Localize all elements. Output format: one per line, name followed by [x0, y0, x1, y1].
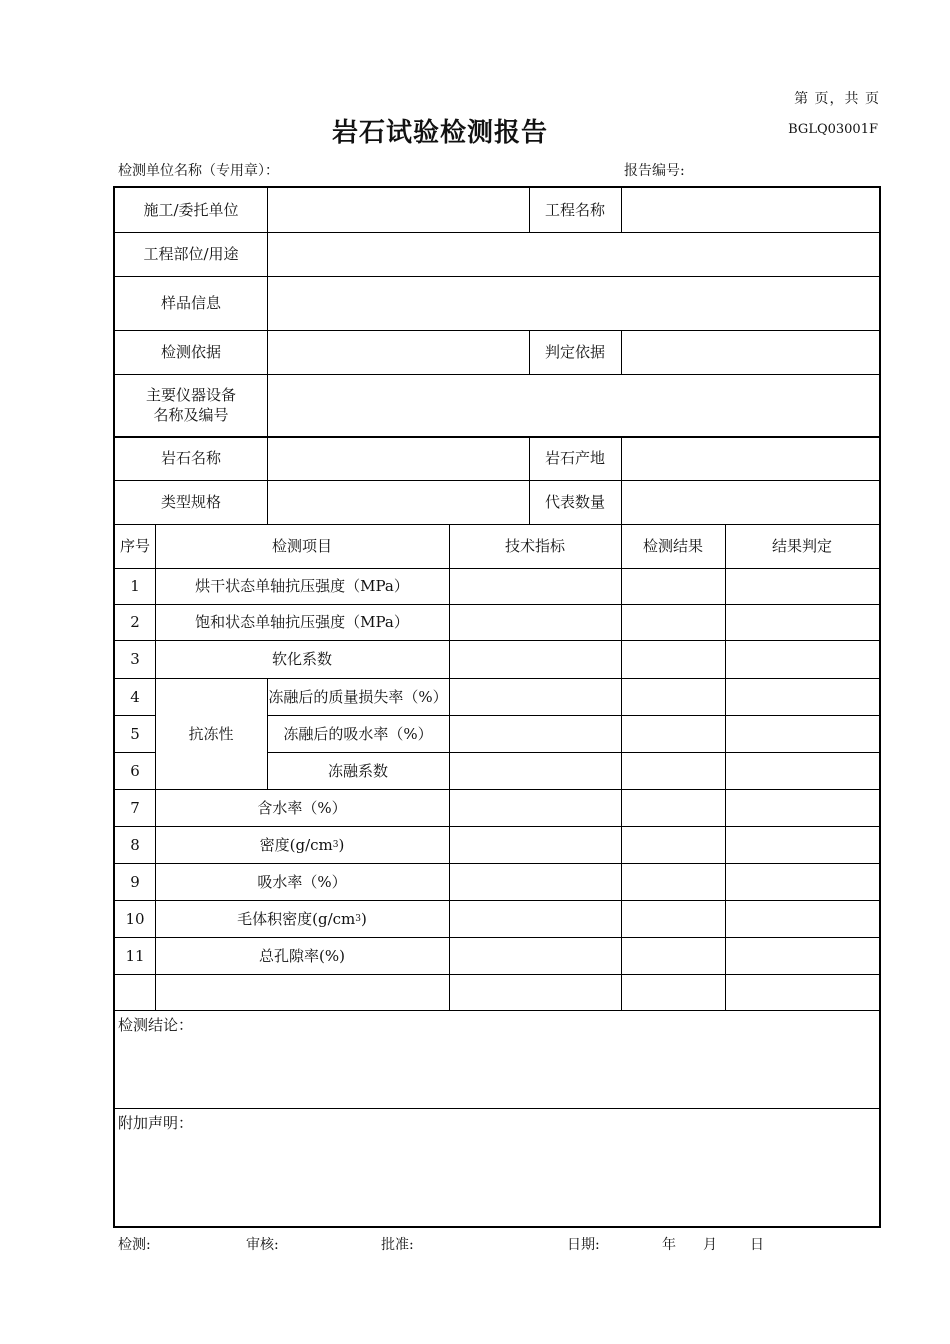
col-header-spec: 技术指标 — [504, 537, 565, 555]
statement-label: 附加声明： — [118, 1114, 194, 1132]
row-item: 含水率（%） — [257, 798, 347, 817]
date-label: 日期: — [567, 1237, 600, 1253]
reviewer-label: 审核: — [246, 1237, 279, 1253]
judgment-basis-label: 判定依据 — [544, 343, 605, 361]
report-number-label: 报告编号: — [624, 163, 685, 179]
instruments-label — [115, 374, 267, 436]
row-item: 冻融后的吸水率（%） — [283, 724, 433, 743]
project-part-label: 工程部位/用途 — [143, 245, 239, 263]
type-spec-label: 类型规格 — [160, 493, 221, 511]
instruments-field[interactable] — [267, 374, 879, 436]
construction-unit-label: 施工/委托单位 — [143, 201, 239, 219]
row-no: 3 — [130, 650, 140, 668]
testing-unit-label: 检测单位名称（专用章）： — [118, 163, 279, 179]
row-no: 2 — [130, 613, 140, 631]
rock-name-field[interactable] — [267, 436, 529, 480]
row-no: 11 — [125, 946, 145, 965]
approver-label: 批准: — [381, 1237, 414, 1253]
project-name-label: 工程名称 — [544, 201, 605, 219]
row-no: 5 — [130, 724, 140, 743]
row-item: 冻融后的质量损失率（%） — [268, 687, 448, 706]
rock-origin-field[interactable] — [621, 436, 879, 480]
form-code: BGLQ03001F — [788, 122, 878, 137]
report-form — [113, 186, 881, 1228]
rock-name-label: 岩石名称 — [160, 449, 221, 467]
row-no: 1 — [130, 577, 140, 595]
row-no: 8 — [130, 835, 140, 854]
row-item: 饱和状态单轴抗压强度（MPa） — [195, 613, 409, 631]
construction-unit-field[interactable] — [267, 188, 529, 232]
row-item: 冻融系数 — [327, 761, 388, 780]
col-header-result: 检测结果 — [642, 537, 703, 555]
page-title: 岩石试验检测报告 — [331, 118, 548, 148]
year-label: 年 — [662, 1237, 676, 1253]
superscript: 3 — [332, 839, 339, 850]
col-header-item: 检测项目 — [271, 537, 332, 555]
row-item-suffix: ) — [361, 909, 367, 928]
row-item: 总孔隙率(%) — [259, 946, 345, 965]
tester-label: 检测: — [118, 1237, 151, 1253]
row-item-text: 密度(g/cm — [259, 835, 333, 854]
project-name-field[interactable] — [621, 188, 879, 232]
judgment-basis-field[interactable] — [621, 330, 879, 374]
row-item: 烘干状态单轴抗压强度（MPa） — [195, 577, 409, 595]
frost-resistance-group: 抗冻性 — [188, 724, 234, 743]
row-item: 吸水率（%） — [257, 872, 347, 891]
sample-info-label: 样品信息 — [160, 294, 221, 312]
instruments-label-line1: 主要仪器设备 — [145, 386, 236, 404]
conclusion-label: 检测结论： — [118, 1016, 194, 1034]
project-part-field[interactable] — [267, 232, 879, 276]
superscript: 3 — [355, 913, 361, 924]
sample-info-field[interactable] — [267, 276, 879, 330]
col-header-judgment: 结果判定 — [771, 537, 832, 555]
row-no: 9 — [130, 872, 140, 891]
quantity-label: 代表数量 — [544, 493, 605, 511]
col-header-no: 序号 — [119, 537, 150, 555]
page-indicator: 第 页，共 页 — [794, 91, 880, 107]
quantity-field[interactable] — [621, 480, 879, 524]
month-label: 月 — [703, 1237, 717, 1253]
test-basis-label: 检测依据 — [160, 343, 221, 361]
row-item — [155, 900, 449, 937]
type-spec-field[interactable] — [267, 480, 529, 524]
row-item-text: 毛体积密度(g/cm — [237, 909, 356, 928]
row-item — [155, 826, 449, 863]
instruments-label-line2: 名称及编号 — [153, 406, 229, 424]
row-no: 6 — [130, 761, 140, 780]
rock-origin-label: 岩石产地 — [544, 449, 605, 467]
row-item: 软化系数 — [271, 650, 332, 668]
row-no: 4 — [130, 687, 140, 706]
row-no: 7 — [130, 798, 140, 817]
day-label: 日 — [750, 1237, 764, 1253]
row-item-suffix: ) — [338, 835, 345, 854]
test-basis-field[interactable] — [267, 330, 529, 374]
row-no: 10 — [125, 909, 145, 928]
